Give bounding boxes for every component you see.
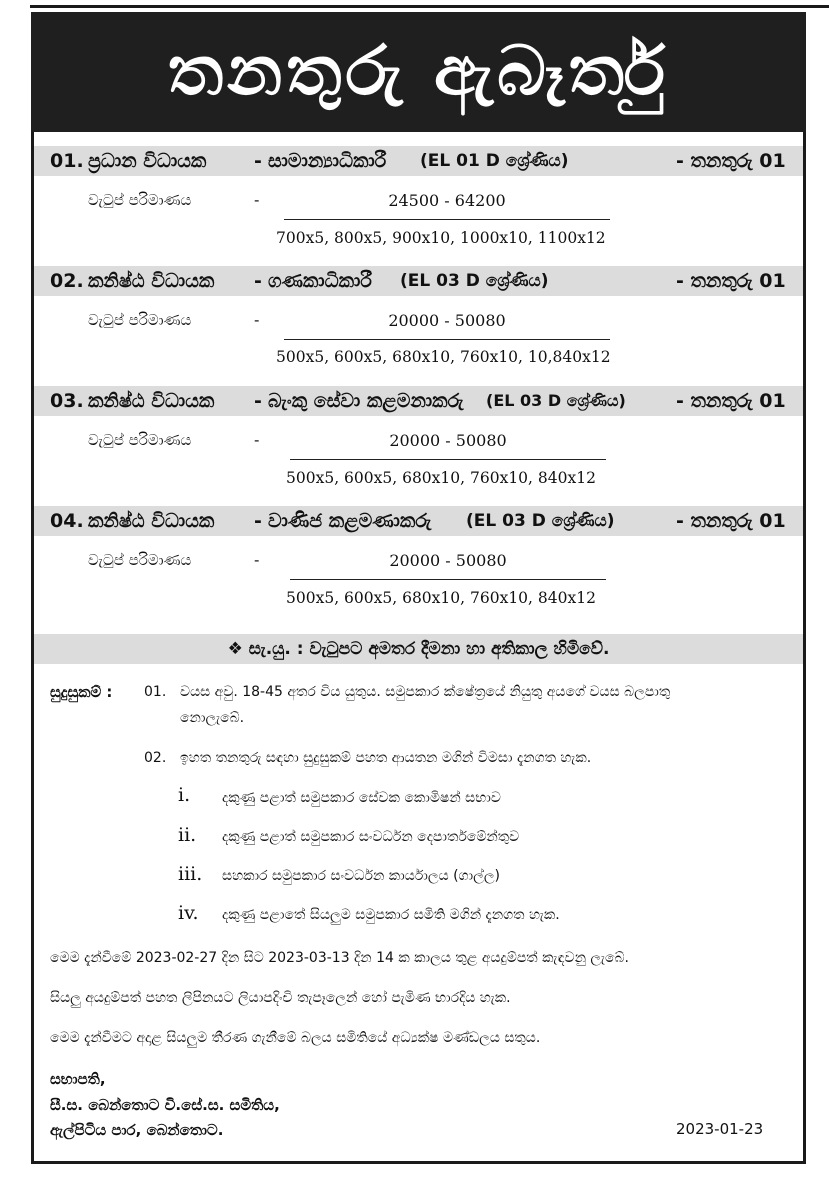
source-1-text: දකුණු පළාත් සමුපකාර සේවක කොමිෂන් සභාව [222, 790, 501, 806]
allowance-note: ❖ සැ.යු. : වැටුපට අමතර දීමනා හා අතිකාල හිමිවේ. [34, 634, 803, 664]
source-2-text: දකුණු පළාත් සමුපකාර සංවර්ධන දෙපාර්තමේන්තුව [222, 829, 520, 845]
position-3-grade: කනිෂ්ඨ විධායක [88, 390, 215, 412]
info-submission: සියලු අයදුම්පත් පහත ලිපිනයට ලියාපදිංචි තැපෑලෙන් හෝ පැමිණ භාරදිය හැක. [50, 990, 511, 1006]
source-3-text: සහකාර සමුපකාර සංවර්ධන කාර්යාලය (ගාල්ල) [222, 868, 500, 884]
position-2-number: 02. [50, 270, 84, 292]
qualification-1-line2: නොලැබේ. [180, 710, 245, 726]
position-3-salary-label: වැටුප් පරිමාණය [88, 431, 192, 449]
issue-date: 2023-01-23 [676, 1120, 764, 1138]
position-1-grade: ප්‍රධාන විධායක [88, 150, 207, 172]
position-2-salary-divider [284, 339, 610, 340]
qualification-2-text: ඉහත තනතුරු සඳහා සුදුසුකම් පහත ආයතන මගින් විමසා දැනගත හැක. [180, 750, 592, 766]
position-2-vacancy: - තනතුරු 01 [676, 270, 786, 292]
qualification-1-number: 01. [144, 684, 167, 700]
position-4-salary-label: වැටුප් පරිමාණය [88, 551, 192, 569]
position-3-vacancy: - තනතුරු 01 [676, 390, 786, 412]
qualification-2-number: 02. [144, 750, 167, 766]
position-3-class: (EL 03 D ශ්‍රේණිය) [486, 391, 626, 410]
position-4-salary-range: 20000 - 50080 [389, 551, 507, 570]
title-banner [31, 12, 806, 132]
position-2-salary-steps: 500x5, 600x5, 680x10, 760x10, 10,840x12 [276, 348, 611, 366]
position-3-number: 03. [50, 390, 84, 412]
info-period: මෙම දැන්වීමේ 2023-02-27 දින සිට 2023-03-13 දින 14 ක කාලය තුළ අයදුම්පත් කැඳවනු ලැබේ. [50, 950, 629, 966]
position-3-sep: - [254, 390, 262, 412]
source-4-roman: iv. [178, 902, 199, 924]
position-3-salary-steps: 500x5, 600x5, 680x10, 760x10, 840x12 [286, 469, 596, 487]
position-1-salary-label: වැටුප් පරිමාණය [88, 191, 192, 209]
qualifications-label: සුදුසුකම් : [50, 683, 113, 701]
position-1-title: සාමාන්‍යාධිකාරී [268, 150, 387, 172]
position-3-salary-dash: - [254, 431, 260, 449]
position-1-number: 01. [50, 150, 84, 172]
position-2-salary-label: වැටුප් පරිමාණය [88, 311, 192, 329]
position-4-sep: - [254, 510, 262, 532]
position-4-number: 04. [50, 510, 84, 532]
position-2-sep: - [254, 270, 262, 292]
position-2-title: ගණකාධිකාරී [268, 270, 372, 292]
position-2-salary-range: 20000 - 50080 [388, 311, 506, 330]
position-4-salary-steps: 500x5, 600x5, 680x10, 760x10, 840x12 [286, 589, 596, 607]
position-2-class: (EL 03 D ශ්‍රේණිය) [400, 271, 549, 291]
position-3-salary-divider [290, 459, 606, 460]
page-title: තනතුරු ඇබෑර්තු [167, 32, 670, 111]
position-1-vacancy: - තනතුරු 01 [676, 150, 786, 172]
position-1-salary-steps: 700x5, 800x5, 900x10, 1000x10, 1100x12 [276, 229, 606, 247]
position-4-title: වාණිජ කළමණාකරු [268, 510, 432, 532]
source-3-roman: iii. [178, 863, 203, 885]
position-1-class: (EL 01 D ශ්‍රේණිය) [420, 151, 569, 171]
position-4-class: (EL 03 D ශ්‍රේණිය) [466, 511, 615, 531]
signature-title: සභාපති, [50, 1070, 106, 1088]
position-2-grade: කනිෂ්ඨ විධායක [88, 270, 215, 292]
signature-society: සී.ස. බෙන්තොට වි.සේ.ස. සමිතිය, [50, 1096, 280, 1114]
source-4-text: දකුණු පළාතේ සියලුම සමුපකාර සමිති මගින් දැනගත හැක. [222, 907, 560, 923]
position-1-sep: - [254, 150, 262, 172]
position-2-salary-dash: - [254, 311, 260, 329]
qualification-1-line1: වයස අවු. 18-45 අතර විය යුතුය. සමුපකාර ක්ෂේත්‍රයේ නියුතු අයගේ වයස බලපාතු [180, 684, 671, 700]
position-4-grade: කනිෂ්ඨ විධායක [88, 510, 215, 532]
source-2-roman: ii. [178, 824, 197, 846]
signature-address: ඇල්පිටිය පාර, බෙන්තොට. [50, 1121, 224, 1139]
position-3-title: බැංකු සේවා කළමනාකරු [268, 390, 464, 412]
position-4-vacancy: - තනතුරු 01 [676, 510, 786, 532]
source-1-roman: i. [178, 784, 191, 806]
position-4-salary-divider [290, 579, 606, 580]
position-1-salary-range: 24500 - 64200 [388, 191, 506, 210]
info-authority: මෙම දැන්වීමට අදාළ සියලුම තීරණ ගැනීමේ බලය සමිතියේ අධ්‍යක්ෂ මණ්ඩලය සතුය. [50, 1030, 541, 1046]
position-3-salary-range: 20000 - 50080 [389, 431, 507, 450]
top-rule [30, 5, 829, 8]
position-1-salary-dash: - [254, 191, 260, 209]
position-1-salary-divider [284, 219, 610, 220]
position-4-salary-dash: - [254, 551, 260, 569]
